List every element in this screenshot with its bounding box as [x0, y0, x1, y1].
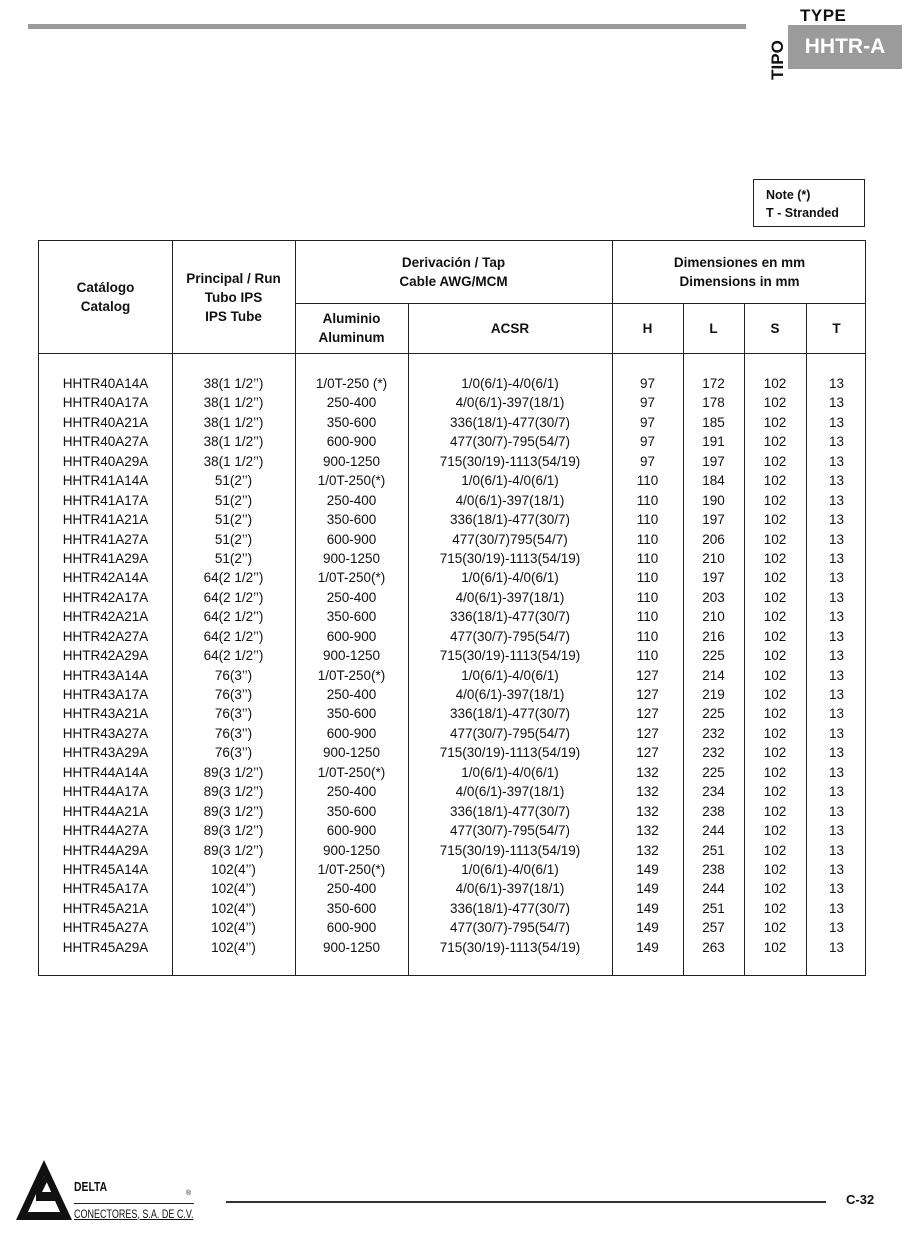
model-badge: HHTR-A — [788, 25, 902, 69]
cell-h: 110 — [636, 473, 659, 489]
cell-catalog: HHTR44A27A — [62, 823, 149, 839]
cell-run: 38(1 1/2’’) — [203, 434, 264, 450]
cell-acsr: 336(18/1)-477(30/7) — [449, 414, 571, 430]
table-row — [39, 568, 865, 587]
cell-s: 102 — [763, 395, 787, 411]
cell-aluminum: 1/0T-250(*) — [317, 667, 386, 683]
cell-aluminum: 600-900 — [326, 823, 377, 839]
cell-h: 132 — [636, 842, 659, 858]
cell-s: 102 — [763, 453, 787, 469]
cell-catalog: HHTR45A29A — [62, 939, 149, 955]
cell-acsr: 1/0(6/1)-4/0(6/1) — [461, 473, 559, 489]
cell-s: 102 — [763, 531, 787, 547]
cell-h: 97 — [639, 414, 656, 430]
cell-run: 76(3’’) — [214, 667, 253, 683]
cell-acsr: 477(30/7)-795(54/7) — [449, 628, 571, 644]
cell-run: 89(3 1/2’’) — [203, 842, 264, 858]
cell-t: 13 — [828, 745, 845, 761]
cell-t: 13 — [828, 648, 845, 664]
cell-aluminum: 350-600 — [326, 609, 377, 625]
cell-acsr: 715(30/19)-1113(54/19) — [439, 842, 581, 858]
cell-catalog: HHTR43A21A — [62, 706, 149, 722]
table-row — [39, 841, 865, 860]
table-row — [39, 724, 865, 743]
header-s: S — [770, 320, 780, 336]
cell-aluminum: 600-900 — [326, 434, 377, 450]
cell-run: 64(2 1/2’’) — [203, 648, 264, 664]
cell-aluminum: 250-400 — [326, 881, 377, 897]
table-row — [39, 646, 865, 665]
cell-h: 132 — [636, 823, 659, 839]
cell-acsr: 715(30/19)-1113(54/19) — [439, 453, 581, 469]
cell-s: 102 — [763, 920, 787, 936]
cell-catalog: HHTR40A29A — [62, 453, 149, 469]
cell-l: 197 — [702, 512, 725, 528]
table-row — [39, 432, 865, 451]
cell-catalog: HHTR40A14A — [62, 376, 149, 391]
cell-t: 13 — [828, 861, 845, 877]
cell-acsr: 477(30/7)-795(54/7) — [449, 434, 571, 450]
cell-h: 110 — [636, 531, 659, 547]
cell-aluminum: 600-900 — [326, 531, 377, 547]
table-row — [39, 413, 865, 432]
type-label: TYPE — [800, 6, 847, 25]
cell-aluminum: 250-400 — [326, 784, 377, 800]
cell-run: 38(1 1/2’’) — [203, 414, 264, 430]
cell-catalog: HHTR40A27A — [62, 434, 149, 450]
table-row — [39, 782, 865, 801]
cell-l: 219 — [702, 687, 725, 702]
cell-aluminum: 900-1250 — [322, 648, 381, 664]
cell-catalog: HHTR42A21A — [62, 609, 149, 625]
cell-t: 13 — [828, 920, 845, 936]
cell-h: 149 — [636, 939, 659, 955]
cell-run: 89(3 1/2’’) — [203, 764, 264, 780]
cell-run: 64(2 1/2’’) — [203, 609, 264, 625]
cell-t: 13 — [828, 900, 845, 916]
cell-aluminum: 1/0T-250 (*) — [315, 376, 388, 391]
cell-l: 197 — [702, 453, 725, 469]
cell-acsr: 336(18/1)-477(30/7) — [449, 706, 571, 722]
cell-t: 13 — [828, 492, 845, 508]
cell-h: 132 — [636, 803, 659, 819]
company-full-name: CONECTORES, S.A. DE C.V. — [74, 1207, 194, 1221]
cell-l: 197 — [702, 570, 725, 586]
cell-acsr: 4/0(6/1)-397(18/1) — [455, 881, 565, 897]
cell-h: 110 — [636, 648, 659, 664]
cell-catalog: HHTR44A29A — [62, 842, 149, 858]
divider — [39, 353, 865, 354]
header-catalog: Catálogo Catalog — [76, 280, 135, 314]
cell-h: 127 — [636, 667, 659, 683]
cell-aluminum: 350-600 — [326, 706, 377, 722]
cell-catalog: HHTR43A14A — [62, 667, 149, 683]
cell-s: 102 — [763, 473, 787, 489]
cell-t: 13 — [828, 512, 845, 528]
table-row — [39, 374, 865, 393]
cell-aluminum: 250-400 — [326, 687, 377, 702]
cell-t: 13 — [828, 667, 845, 683]
cell-catalog: HHTR43A29A — [62, 745, 149, 761]
cell-aluminum: 900-1250 — [322, 745, 381, 761]
table-body — [39, 374, 865, 957]
cell-catalog: HHTR42A29A — [62, 648, 149, 664]
cell-aluminum: 1/0T-250(*) — [317, 764, 386, 780]
cell-aluminum: 250-400 — [326, 492, 377, 508]
cell-aluminum: 600-900 — [326, 920, 377, 936]
registered-mark: ® — [186, 1190, 192, 1197]
cell-h: 149 — [636, 900, 659, 916]
table-row — [39, 743, 865, 762]
cell-s: 102 — [763, 745, 787, 761]
table-row — [39, 452, 865, 471]
cell-l: 206 — [702, 531, 725, 547]
cell-s: 102 — [763, 492, 787, 508]
cell-t: 13 — [828, 628, 845, 644]
cell-catalog: HHTR45A17A — [62, 881, 149, 897]
cell-s: 102 — [763, 550, 787, 566]
table-row — [39, 627, 865, 646]
header-run: Principal / Run Tubo IPS IPS Tube — [186, 270, 281, 324]
header-aluminum: Aluminio Aluminum — [318, 311, 385, 345]
cell-h: 97 — [639, 395, 656, 411]
tipo-label: TIPO — [767, 40, 787, 80]
table-row — [39, 938, 865, 957]
logo-underline — [74, 1203, 194, 1204]
cell-run: 64(2 1/2’’) — [203, 570, 264, 586]
header-h: H — [642, 320, 653, 336]
cell-catalog: HHTR44A14A — [62, 764, 149, 780]
cell-run: 89(3 1/2’’) — [203, 823, 264, 839]
cell-h: 110 — [636, 628, 659, 644]
table-row — [39, 607, 865, 626]
cell-run: 38(1 1/2’’) — [203, 376, 264, 391]
cell-aluminum: 900-1250 — [322, 453, 381, 469]
cell-h: 127 — [636, 687, 659, 702]
cell-t: 13 — [828, 687, 845, 702]
cell-run: 102(4’’) — [211, 881, 256, 897]
top-rule — [28, 24, 746, 29]
cell-t: 13 — [828, 609, 845, 625]
cell-l: 257 — [702, 920, 725, 936]
cell-l: 238 — [702, 861, 725, 877]
cell-aluminum: 1/0T-250(*) — [317, 570, 386, 586]
cell-l: 225 — [702, 648, 725, 664]
cell-aluminum: 250-400 — [326, 589, 377, 605]
table-row — [39, 763, 865, 782]
cell-aluminum: 350-600 — [326, 803, 377, 819]
cell-s: 102 — [763, 784, 787, 800]
catalog-table — [38, 240, 866, 976]
cell-catalog: HHTR40A21A — [62, 414, 149, 430]
cell-l: 203 — [702, 589, 725, 605]
cell-acsr: 715(30/19)-1113(54/19) — [439, 550, 581, 566]
cell-l: 251 — [702, 842, 725, 858]
cell-l: 210 — [702, 550, 725, 566]
note-box — [753, 179, 865, 227]
cell-catalog: HHTR42A17A — [62, 589, 149, 605]
note-line-1: Note (*) — [766, 188, 811, 202]
cell-s: 102 — [763, 512, 787, 528]
cell-run: 89(3 1/2’’) — [203, 803, 264, 819]
cell-aluminum: 600-900 — [326, 628, 377, 644]
cell-s: 102 — [763, 842, 787, 858]
table-row — [39, 530, 865, 549]
cell-t: 13 — [828, 550, 845, 566]
cell-s: 102 — [763, 609, 787, 625]
header-t: T — [832, 320, 841, 336]
cell-acsr: 1/0(6/1)-4/0(6/1) — [461, 667, 559, 683]
cell-t: 13 — [828, 842, 845, 858]
cell-h: 97 — [639, 376, 656, 391]
cell-aluminum: 350-600 — [326, 900, 377, 916]
cell-acsr: 336(18/1)-477(30/7) — [449, 900, 571, 916]
cell-s: 102 — [763, 648, 787, 664]
header-tap: Derivación / Tap Cable AWG/MCM — [399, 255, 508, 289]
cell-run: 38(1 1/2’’) — [203, 395, 264, 411]
cell-aluminum: 900-1250 — [322, 939, 381, 955]
cell-catalog: HHTR41A17A — [62, 492, 149, 508]
cell-run: 51(2’’) — [214, 492, 253, 508]
cell-l: 178 — [702, 395, 725, 411]
cell-t: 13 — [828, 881, 845, 897]
cell-l: 191 — [702, 434, 725, 450]
cell-s: 102 — [763, 667, 787, 683]
cell-run: 51(2’’) — [214, 473, 253, 489]
cell-l: 232 — [702, 745, 725, 761]
cell-t: 13 — [828, 376, 845, 391]
table-row — [39, 879, 865, 898]
cell-h: 110 — [636, 512, 659, 528]
cell-l: 172 — [702, 376, 725, 391]
cell-t: 13 — [828, 589, 845, 605]
cell-aluminum: 1/0T-250(*) — [317, 473, 386, 489]
cell-l: 216 — [702, 628, 725, 644]
cell-catalog: HHTR41A29A — [62, 550, 149, 566]
cell-acsr: 715(30/19)-1113(54/19) — [439, 745, 581, 761]
cell-acsr: 715(30/19)-1113(54/19) — [439, 648, 581, 664]
cell-s: 102 — [763, 764, 787, 780]
cell-l: 263 — [702, 939, 725, 955]
table-row — [39, 491, 865, 510]
cell-t: 13 — [828, 764, 845, 780]
cell-s: 102 — [763, 725, 787, 741]
cell-run: 64(2 1/2’’) — [203, 628, 264, 644]
delta-logo-icon — [14, 1158, 74, 1222]
cell-h: 110 — [636, 492, 659, 508]
cell-t: 13 — [828, 531, 845, 547]
cell-s: 102 — [763, 628, 787, 644]
cell-t: 13 — [828, 414, 845, 430]
cell-h: 127 — [636, 725, 659, 741]
cell-t: 13 — [828, 434, 845, 450]
cell-h: 110 — [636, 570, 659, 586]
cell-h: 97 — [639, 434, 656, 450]
cell-aluminum: 600-900 — [326, 725, 377, 741]
cell-l: 232 — [702, 725, 725, 741]
cell-run: 89(3 1/2’’) — [203, 784, 264, 800]
cell-s: 102 — [763, 570, 787, 586]
cell-catalog: HHTR44A21A — [62, 803, 149, 819]
table-row — [39, 685, 865, 704]
cell-l: 210 — [702, 609, 725, 625]
cell-acsr: 4/0(6/1)-397(18/1) — [455, 492, 565, 508]
cell-l: 190 — [702, 492, 725, 508]
cell-catalog: HHTR42A14A — [62, 570, 149, 586]
table-row — [39, 549, 865, 568]
cell-catalog: HHTR42A27A — [62, 628, 149, 644]
cell-run: 51(2’’) — [214, 550, 253, 566]
cell-l: 234 — [702, 784, 725, 800]
cell-acsr: 336(18/1)-477(30/7) — [449, 803, 571, 819]
cell-run: 102(4’’) — [211, 861, 256, 877]
cell-s: 102 — [763, 434, 787, 450]
cell-l: 185 — [702, 414, 725, 430]
cell-acsr: 715(30/19)-1113(54/19) — [439, 939, 581, 955]
cell-h: 149 — [636, 861, 659, 877]
cell-h: 110 — [636, 589, 659, 605]
cell-t: 13 — [828, 395, 845, 411]
cell-t: 13 — [828, 784, 845, 800]
cell-catalog: HHTR43A27A — [62, 725, 149, 741]
note-line-2: T - Stranded — [766, 206, 839, 220]
cell-run: 38(1 1/2’’) — [203, 453, 264, 469]
header-l: L — [709, 320, 718, 336]
cell-s: 102 — [763, 376, 787, 391]
cell-aluminum: 1/0T-250(*) — [317, 861, 386, 877]
table-row — [39, 860, 865, 879]
cell-s: 102 — [763, 881, 787, 897]
cell-catalog: HHTR41A27A — [62, 531, 149, 547]
cell-run: 76(3’’) — [214, 706, 253, 722]
cell-t: 13 — [828, 706, 845, 722]
cell-t: 13 — [828, 823, 845, 839]
cell-h: 97 — [639, 453, 656, 469]
cell-run: 102(4’’) — [211, 939, 256, 955]
table-row — [39, 704, 865, 723]
cell-acsr: 477(30/7)-795(54/7) — [449, 823, 571, 839]
cell-s: 102 — [763, 900, 787, 916]
table-row — [39, 802, 865, 821]
cell-run: 102(4’’) — [211, 900, 256, 916]
table-row — [39, 510, 865, 529]
cell-run: 64(2 1/2’’) — [203, 589, 264, 605]
cell-catalog: HHTR45A14A — [62, 861, 149, 877]
cell-h: 127 — [636, 745, 659, 761]
cell-acsr: 477(30/7)-795(54/7) — [449, 725, 571, 741]
cell-catalog: HHTR45A27A — [62, 920, 149, 936]
cell-acsr: 1/0(6/1)-4/0(6/1) — [461, 376, 559, 391]
table-row — [39, 666, 865, 685]
cell-acsr: 336(18/1)-477(30/7) — [449, 512, 571, 528]
cell-t: 13 — [828, 803, 845, 819]
cell-h: 149 — [636, 881, 659, 897]
cell-catalog: HHTR45A21A — [62, 900, 149, 916]
cell-aluminum: 900-1250 — [322, 842, 381, 858]
cell-h: 127 — [636, 706, 659, 722]
table-row — [39, 821, 865, 840]
cell-catalog: HHTR41A14A — [62, 473, 149, 489]
cell-aluminum: 250-400 — [326, 395, 377, 411]
cell-run: 76(3’’) — [214, 725, 253, 741]
header-acsr: ACSR — [490, 320, 530, 336]
table-row — [39, 588, 865, 607]
cell-h: 110 — [636, 550, 659, 566]
cell-catalog: HHTR40A17A — [62, 395, 149, 411]
cell-l: 214 — [702, 667, 725, 683]
cell-t: 13 — [828, 939, 845, 955]
cell-l: 251 — [702, 900, 725, 916]
cell-catalog: HHTR44A17A — [62, 784, 149, 800]
cell-run: 51(2’’) — [214, 531, 253, 547]
cell-s: 102 — [763, 939, 787, 955]
cell-run: 76(3’’) — [214, 745, 253, 761]
cell-acsr: 477(30/7)-795(54/7) — [449, 920, 571, 936]
page-number: C-32 — [846, 1192, 875, 1207]
cell-catalog: HHTR41A21A — [62, 512, 149, 528]
cell-aluminum: 350-600 — [326, 512, 377, 528]
cell-catalog: HHTR43A17A — [62, 687, 149, 702]
cell-acsr: 4/0(6/1)-397(18/1) — [455, 589, 565, 605]
cell-acsr: 477(30/7)795(54/7) — [452, 531, 568, 547]
cell-s: 102 — [763, 861, 787, 877]
cell-acsr: 4/0(6/1)-397(18/1) — [455, 784, 565, 800]
cell-t: 13 — [828, 473, 845, 489]
table-row — [39, 918, 865, 937]
cell-acsr: 4/0(6/1)-397(18/1) — [455, 687, 565, 702]
cell-aluminum: 900-1250 — [322, 550, 381, 566]
cell-run: 51(2’’) — [214, 512, 253, 528]
cell-t: 13 — [828, 570, 845, 586]
cell-acsr: 1/0(6/1)-4/0(6/1) — [461, 861, 559, 877]
cell-l: 225 — [702, 764, 725, 780]
company-name: DELTA — [74, 1179, 108, 1194]
cell-acsr: 4/0(6/1)-397(18/1) — [455, 395, 565, 411]
header-dimensions: Dimensiones en mm Dimensions in mm — [673, 255, 806, 289]
cell-run: 102(4’’) — [211, 920, 256, 936]
cell-s: 102 — [763, 823, 787, 839]
table-row — [39, 899, 865, 918]
footer-rule — [226, 1201, 826, 1203]
cell-t: 13 — [828, 725, 845, 741]
cell-s: 102 — [763, 706, 787, 722]
cell-s: 102 — [763, 414, 787, 430]
cell-s: 102 — [763, 687, 787, 702]
cell-t: 13 — [828, 453, 845, 469]
cell-run: 76(3’’) — [214, 687, 253, 702]
cell-h: 110 — [636, 609, 659, 625]
cell-l: 238 — [702, 803, 725, 819]
cell-s: 102 — [763, 589, 787, 605]
cell-aluminum: 350-600 — [326, 414, 377, 430]
cell-s: 102 — [763, 803, 787, 819]
cell-acsr: 336(18/1)-477(30/7) — [449, 609, 571, 625]
table-row — [39, 393, 865, 412]
cell-acsr: 1/0(6/1)-4/0(6/1) — [461, 570, 559, 586]
cell-l: 184 — [702, 473, 725, 489]
cell-l: 244 — [702, 823, 725, 839]
cell-acsr: 1/0(6/1)-4/0(6/1) — [461, 764, 559, 780]
cell-h: 149 — [636, 920, 659, 936]
cell-h: 132 — [636, 764, 659, 780]
cell-h: 132 — [636, 784, 659, 800]
cell-l: 225 — [702, 706, 725, 722]
cell-l: 244 — [702, 881, 725, 897]
table-row — [39, 471, 865, 490]
